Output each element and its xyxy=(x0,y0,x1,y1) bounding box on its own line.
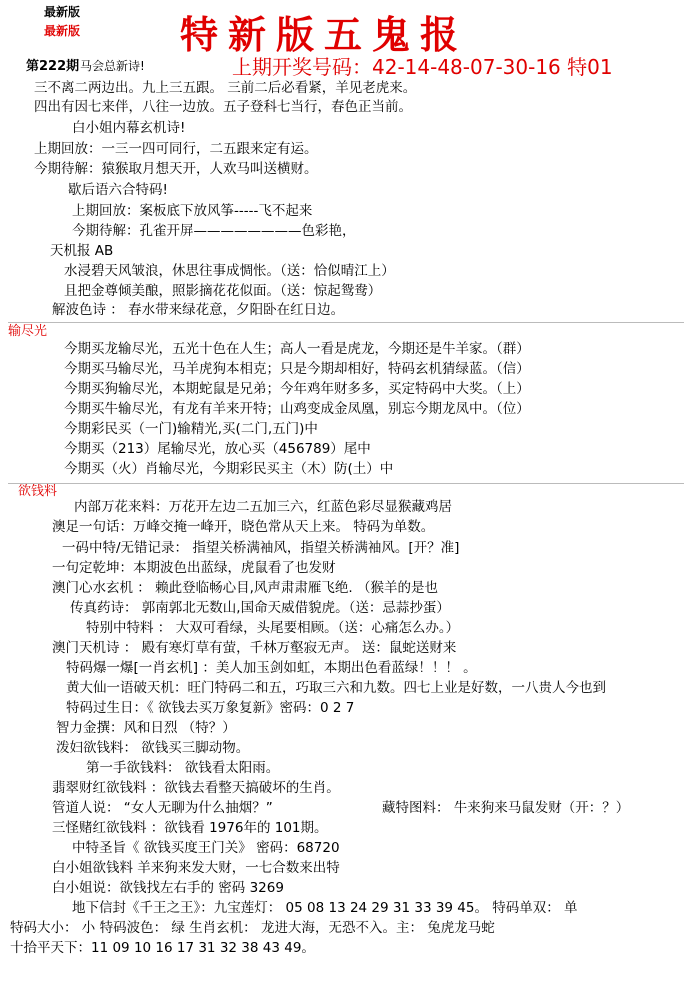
divider xyxy=(8,483,684,484)
text-line: 白小姐欲钱料 羊来狗来发大财，一七合数来出特 xyxy=(52,860,340,876)
issue-number: 第222期 xyxy=(26,59,80,74)
edition-label-red: 最新版 xyxy=(44,24,81,38)
text-line: 今期彩民买（一门)输精光,买(二门,五门)中 xyxy=(64,421,318,437)
text-line: 三不离二两边出。九上三五跟。 三前二后必看紧，羊见老虎来。 xyxy=(34,80,417,96)
text-line: 三怪赌红欲钱料 ：欲钱看 1976年的 101期。 xyxy=(52,820,328,836)
text-line: 且把金尊倾美酿，照影摘花花似面。（送：惊起鸳鸯） xyxy=(64,283,382,299)
text-line: 翡翠财红欲钱料 ：欲钱去看整天搞破坏的生肖。 xyxy=(52,780,340,796)
text-line: 十拾平天下：11 09 10 16 17 31 32 38 43 49。 xyxy=(10,940,315,956)
text-line: 藏特图料： 牛来狗来马鼠发财（开：？） xyxy=(382,800,630,816)
page-title: 特新版五鬼报 xyxy=(180,12,469,57)
text-line: 今期买牛输尽光，有龙有羊来开特；山鸡变成金凤凰，别忘今期龙凤中。（位） xyxy=(64,401,530,417)
text-line: 黄大仙一语破天机：旺门特码二和五，巧取三六和九数。四七上业是好数，一八贵人今也到 xyxy=(66,680,606,696)
text-line: 今期买马输尽光，马羊虎狗本相克；只是今期却相好，特码玄机猜绿蓝。（信） xyxy=(64,361,530,377)
text-line: 今期待解：孔雀开屏————————色彩艳， xyxy=(72,223,356,239)
issue-subtitle: 马会总新诗! xyxy=(80,59,145,73)
text-line: 今期买龙输尽光，五光十色在人生；高人一看是虎龙，今期还是牛羊家。（群） xyxy=(64,341,530,357)
last-draw-result: 上期开奖号码：42-14-48-07-30-16 特01 xyxy=(232,55,613,79)
text-line: 解波色诗 ： 春水带来绿花意，夕阳卧在红日边。 xyxy=(52,302,345,318)
text-line: 白小姐内幕玄机诗! xyxy=(72,120,186,136)
text-line: 今期待解：猿猴取月想天开，人欢马叫送横财。 xyxy=(34,161,318,177)
section-label-money: 欲钱料 xyxy=(18,484,58,499)
text-line: 一句定乾坤：本期波色出蓝绿，虎鼠看了也发财 xyxy=(52,560,336,576)
text-line: 今期买狗输尽光，本期蛇鼠是兄弟；今年鸡年财多多，买定特码中大奖。（上） xyxy=(64,381,530,397)
divider xyxy=(8,322,684,323)
text-line: 今期买（火）肖输尽光，今期彩民买主（木）防(土）中 xyxy=(64,461,394,477)
text-line: 一码中特/无错记录： 指望关桥满袖风，指望关桥满袖风。[开？准] xyxy=(62,540,460,556)
text-line: 澳足一句话：万峰交掩一峰开，晓色常从天上来。 特码为单数。 xyxy=(52,519,435,535)
text-line: 管道人说： “女人无聊为什么抽烟？” xyxy=(52,800,273,816)
text-line: 特码大小： 小 特码波色： 绿 生肖玄机： 龙进大海，无恐不入。主： 兔虎龙马蛇 xyxy=(10,920,495,936)
text-line: 第一手欲钱料： 欲钱看太阳雨。 xyxy=(86,760,280,776)
text-line: 内部万花来料：万花开左边二五加三六，红蓝色彩尽显猴藏鸡居 xyxy=(74,499,452,515)
text-line: 传真药诗： 郭南郭北无数山,国命天威借貌虎。（送：忌蒜抄蛋） xyxy=(70,600,450,616)
text-line: 智力金撰：风和日烈 （特？） xyxy=(56,720,236,736)
text-line: 澳门天机诗 ： 殿有寒灯草有萤，千林万壑寂无声。 送：鼠蛇送财来 xyxy=(52,640,457,656)
text-line: 歇后语六合特码! xyxy=(68,182,168,198)
text-line: 地下信封《千王之王》：九宝莲灯： 05 08 13 24 29 31 33 39 45。 特码单双： 单 xyxy=(72,900,578,916)
text-line: 特码过生日：《 欲钱去买万象复新》密码：0 2 7 xyxy=(66,700,355,716)
text-line: 天机报 AB xyxy=(50,243,114,259)
section-label-lose: 输尽光 xyxy=(8,324,48,339)
text-line: 中特圣旨《 欲钱买度王门关》 密码：68720 xyxy=(72,840,340,856)
text-line: 泼妇欲钱料： 欲钱买三脚动物。 xyxy=(56,740,250,756)
text-line: 白小姐说：欲钱找左右手的 密码 3269 xyxy=(52,880,284,896)
text-line: 特码爆一爆[一肖玄机] ：美人加玉剑如虹，本期出色看蓝绿！！！ 。 xyxy=(66,660,477,676)
text-line: 上期回放：一三一四可同行，二五跟来定有运。 xyxy=(34,141,318,157)
text-line: 澳门心水玄机 ： 赖此登临畅心目,风声肃肃雁飞绝. （猴羊的是也 xyxy=(52,580,438,596)
text-line: 特别中特料 ： 大双可看绿，头尾要相顾。（送：心痛怎么办。） xyxy=(86,620,460,636)
text-line: 水浸碧天风皱浪，休思往事成惆怅。（送：恰似晴江上） xyxy=(64,263,395,279)
text-line: 上期回放：案板底下放风筝-----飞不起来 xyxy=(72,203,313,219)
text-line: 今期买（213）尾输尽光，放心买（456789）尾中 xyxy=(64,441,371,457)
text-line: 四出有因七来伴，八往一边放。五子登科七当行，春色正当前。 xyxy=(34,99,412,115)
edition-label: 最新版 xyxy=(44,5,81,19)
